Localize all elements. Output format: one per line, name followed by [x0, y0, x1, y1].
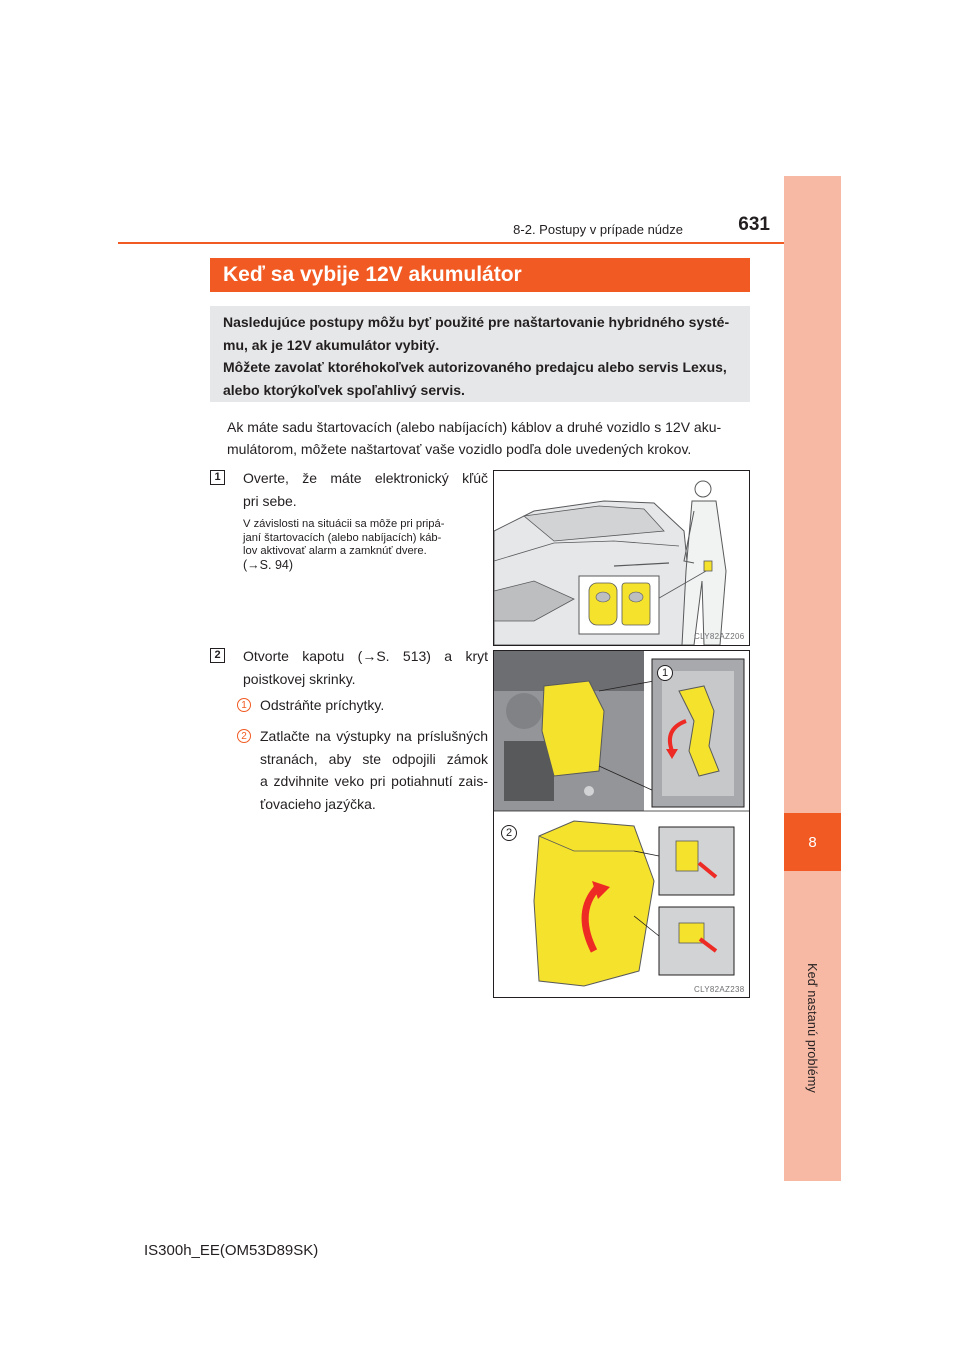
note-line: lov aktivovať alarm a zamknúť dvere. — [243, 545, 427, 557]
substep-1-badge: 1 — [237, 698, 251, 712]
step-1-note — [243, 518, 488, 572]
figure-callout-2: 2 — [501, 825, 517, 841]
lead-paragraph — [227, 416, 757, 460]
page-number: 631 — [738, 214, 770, 235]
lead-line: Ak máte sadu štartovacích (alebo nabíjacích) káblov a druhé vozidlo s 12V aku- — [227, 419, 722, 435]
intro-line: Môžete zavolať ktoréhokoľvek autorizovaného predajcu alebo servis Lexus, — [223, 359, 727, 375]
intro-line: mu, ak je 12V akumulátor vybitý. — [223, 336, 440, 353]
step-2-line-1: Otvorte kapotu (→S. 513) a kryt — [243, 648, 488, 664]
header-rule — [118, 242, 784, 244]
intro-box — [210, 306, 750, 402]
chapter-heading: 8-2. Postupy v prípade núdze — [513, 222, 683, 237]
figure-car-with-key — [493, 470, 750, 646]
step-1-line-2: pri sebe. — [243, 492, 297, 509]
intro-line: alebo ktorýkoľvek spoľahlivý servis. — [223, 381, 465, 398]
step-1-line-1 — [243, 467, 488, 490]
substep-1-text — [260, 694, 488, 717]
note-line: V závislosti na situácii sa môže pri pripá- — [243, 518, 445, 530]
lead-line: mulátorom, môžete naštartovať vaše vozidlo podľa dole uvedených krokov. — [227, 441, 692, 457]
chapter-number-tab[interactable] — [784, 813, 841, 871]
step-2-text — [243, 645, 488, 690]
note-line: janí štartovacích (alebo nabíjacích) káb- — [243, 531, 442, 544]
step-1-badge: 1 — [210, 470, 225, 485]
substep-2-text — [260, 725, 488, 815]
figure-callout-1: 1 — [657, 665, 673, 681]
note-line: (→S. 94) — [243, 557, 294, 572]
step-1-text — [243, 467, 488, 512]
car-key-illustration — [494, 471, 749, 645]
intro-line: Nasledujúce postupy môžu byť použité pre naštartovanie hybridného systé- — [223, 314, 730, 330]
substep-2-line: stranách, aby ste odpojili zámok — [260, 750, 488, 767]
figure-code: CLY82AZ238 — [694, 985, 745, 994]
substep-2-line: a zdvihnite veko pri potiahnutí zais- — [260, 773, 488, 789]
substep-1-line: Odstráňte príchytky. — [260, 697, 385, 713]
footer-model-code: IS300h_EE(OM53D89SK) — [144, 1242, 319, 1259]
step-2-line-2: poistkovej skrinky. — [243, 670, 356, 687]
figure-fuse-box — [493, 650, 750, 998]
substep-2-badge: 2 — [237, 729, 251, 743]
section-title: Keď sa vybije 12V akumulátor — [210, 258, 750, 292]
substep-2-line: Zatlačte na výstupky na príslušných — [260, 728, 488, 744]
chapter-side-title: Keď nastanú problémy — [805, 963, 819, 1093]
substep-2-line: ťovacieho jazýčka. — [260, 795, 376, 812]
fuse-box-illustration — [494, 651, 749, 997]
step-2-badge: 2 — [210, 648, 225, 663]
step-1-line-1-text: Overte, že máte elektronický kľúč — [243, 470, 488, 486]
figure-code: CLY82AZ206 — [694, 632, 745, 641]
chapter-number: 8 — [808, 833, 817, 851]
